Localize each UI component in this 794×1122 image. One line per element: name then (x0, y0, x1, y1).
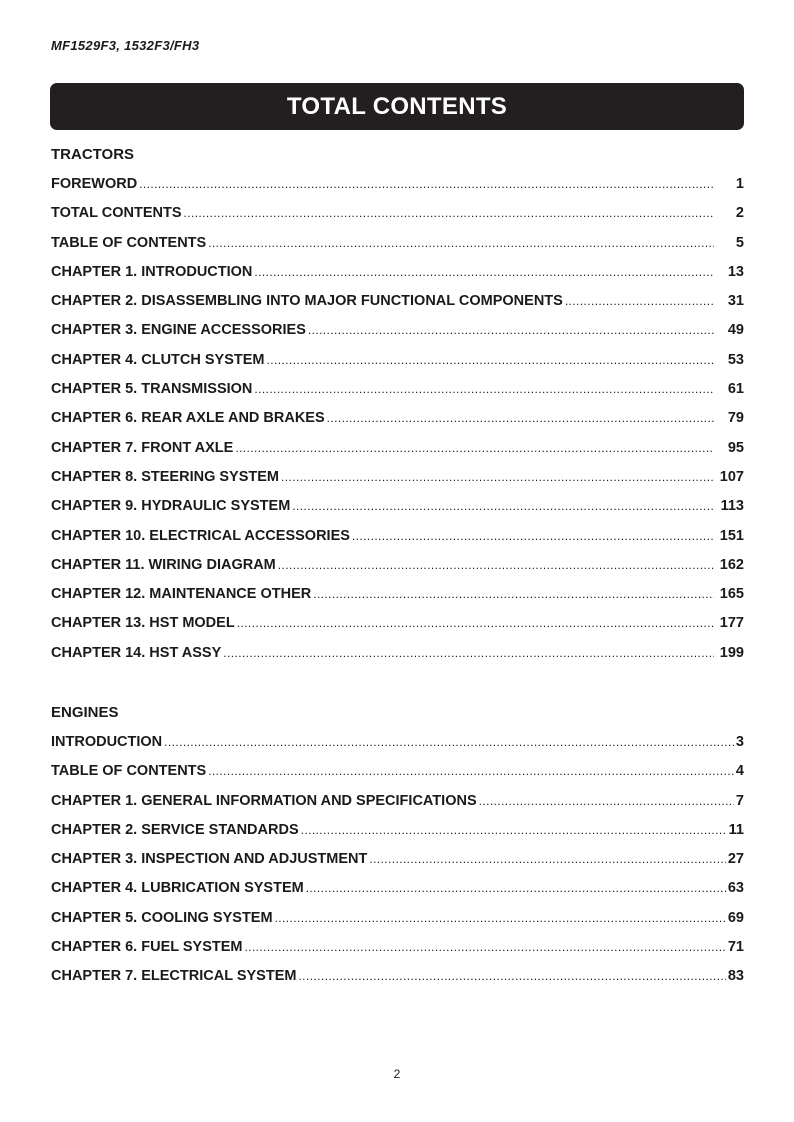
toc-entry[interactable] (51, 878, 744, 907)
toc-entry[interactable] (51, 408, 744, 437)
toc-entry-page: 1 (735, 176, 744, 192)
toc-entry-page: 2 (735, 205, 744, 222)
toc-entry-page: 7 (735, 792, 744, 809)
toc-entry-title: CHAPTER 6. FUEL SYSTEM (51, 939, 243, 956)
toc-entry-page: 199 (719, 644, 744, 661)
toc-entry[interactable] (51, 379, 744, 408)
dot-leader (164, 732, 734, 752)
section-heading: TRACTORS (51, 146, 135, 163)
toc-entry-title: CHAPTER 3. INSPECTION AND ADJUSTMENT (51, 851, 368, 868)
toc-list (51, 732, 744, 996)
toc-entry[interactable] (51, 908, 744, 937)
dot-leader (267, 350, 715, 370)
toc-entry-title: CHAPTER 5. COOLING SYSTEM (51, 909, 273, 926)
dot-leader (479, 791, 734, 811)
toc-entry-title: CHAPTER 4. LUBRICATION SYSTEM (51, 880, 304, 897)
section-heading: ENGINES (51, 704, 119, 721)
toc-entry-title: CHAPTER 2. SERVICE STANDARDS (51, 821, 299, 838)
toc-entry[interactable] (51, 555, 744, 584)
toc-entry[interactable] (51, 438, 744, 467)
toc-entry-title: CHAPTER 3. ENGINE ACCESSORIES (51, 322, 306, 339)
section-engines (51, 703, 744, 996)
dot-leader (208, 761, 734, 781)
toc-entry[interactable] (51, 820, 744, 849)
dot-leader (281, 467, 714, 487)
toc-entry-page: 151 (719, 527, 744, 544)
section-tractors (51, 145, 744, 672)
dot-leader (301, 820, 727, 840)
toc-entry-title: INTRODUCTION (51, 734, 163, 750)
toc-entry-title: CHAPTER 5. TRANSMISSION (51, 381, 253, 398)
toc-entry-title: CHAPTER 7. FRONT AXLE (51, 439, 234, 456)
toc-entry[interactable] (51, 732, 744, 761)
toc-entry-page: 63 (727, 880, 744, 897)
toc-entry-title: CHAPTER 13. HST MODEL (51, 615, 235, 632)
toc-entry-title: CHAPTER 12. MAINTENANCE OTHER (51, 586, 312, 603)
toc-entry[interactable] (51, 233, 744, 262)
dot-leader (565, 291, 714, 311)
toc-entry-title: CHAPTER 4. CLUTCH SYSTEM (51, 351, 265, 368)
toc-entry[interactable] (51, 320, 744, 349)
toc-entry-title: CHAPTER 1. GENERAL INFORMATION AND SPECIFICATIONS (51, 792, 477, 809)
dot-leader (139, 174, 714, 194)
toc-entry-page: 53 (727, 351, 744, 368)
dot-leader (208, 233, 714, 253)
dot-leader (313, 584, 714, 604)
toc-entry-page: 107 (719, 468, 744, 485)
toc-entry[interactable] (51, 643, 744, 672)
toc-entry-title: CHAPTER 14. HST ASSY (51, 644, 222, 661)
dot-leader (352, 526, 714, 546)
dot-leader (235, 438, 714, 458)
toc-entry[interactable] (51, 761, 744, 790)
dot-leader (254, 262, 714, 282)
toc-entry[interactable] (51, 291, 744, 320)
title-banner (50, 83, 744, 130)
toc-entry[interactable] (51, 203, 744, 232)
toc-entry-page: 13 (727, 263, 744, 280)
dot-leader (369, 849, 726, 869)
toc-entry[interactable] (51, 849, 744, 878)
toc-entry-title: CHAPTER 10. ELECTRICAL ACCESSORIES (51, 527, 350, 544)
dot-leader (184, 203, 715, 223)
toc-entry-title: CHAPTER 2. DISASSEMBLING INTO MAJOR FUNCTIONAL COMPONENTS (51, 293, 563, 310)
toc-list (51, 174, 744, 672)
toc-entry[interactable] (51, 262, 744, 291)
toc-entry-page: 71 (727, 939, 744, 956)
toc-entry-page: 5 (735, 234, 744, 251)
toc-entry[interactable] (51, 584, 744, 613)
toc-entry-page: 31 (727, 293, 744, 310)
toc-entry[interactable] (51, 526, 744, 555)
toc-entry-page: 61 (727, 381, 744, 398)
page-title: TOTAL CONTENTS (286, 92, 508, 120)
toc-entry[interactable] (51, 467, 744, 496)
dot-leader (292, 496, 714, 516)
toc-entry-title: TOTAL CONTENTS (51, 205, 182, 222)
toc-entry-title: CHAPTER 11. WIRING DIAGRAM (51, 556, 276, 573)
toc-entry-page: 4 (735, 763, 744, 780)
toc-entry[interactable] (51, 791, 744, 820)
toc-entry-title: CHAPTER 9. HYDRAULIC SYSTEM (51, 498, 291, 515)
toc-entry-title: CHAPTER 8. STEERING SYSTEM (51, 468, 280, 485)
toc-entry[interactable] (51, 350, 744, 379)
dot-leader (308, 320, 714, 340)
dot-leader (223, 643, 714, 663)
toc-entry-page: 177 (719, 615, 744, 632)
toc-entry-title: TABLE OF CONTENTS (51, 234, 207, 251)
model-designation: MF1529F3, 1532F3/FH3 (51, 38, 200, 53)
toc-entry[interactable] (51, 496, 744, 525)
dot-leader (306, 878, 726, 898)
toc-entry[interactable] (51, 937, 744, 966)
toc-entry-page: 27 (727, 851, 744, 868)
toc-entry-page: 113 (720, 498, 744, 515)
toc-entry-page: 79 (727, 410, 744, 427)
toc-entry-page: 165 (719, 586, 744, 603)
toc-entry-title: CHAPTER 6. REAR AXLE AND BRAKES (51, 410, 325, 427)
toc-entry[interactable] (51, 613, 744, 642)
toc-entry-page: 49 (727, 322, 744, 339)
dot-leader (244, 937, 725, 957)
toc-entry-page: 95 (727, 439, 744, 456)
toc-entry[interactable] (51, 966, 744, 995)
toc-entry-page: 69 (727, 909, 744, 926)
dot-leader (298, 966, 725, 986)
toc-entry-page: 3 (735, 734, 744, 750)
toc-entry-title: CHAPTER 7. ELECTRICAL SYSTEM (51, 968, 297, 985)
toc-entry-page: 83 (727, 968, 744, 985)
dot-leader (254, 379, 714, 399)
page-number: 2 (393, 1067, 401, 1081)
toc-entry-title: TABLE OF CONTENTS (51, 763, 207, 780)
toc-entry-title: CHAPTER 1. INTRODUCTION (51, 263, 253, 280)
dot-leader (327, 408, 714, 428)
toc-entry-page: 162 (719, 556, 744, 573)
toc-entry-page: 11 (728, 821, 744, 838)
toc-entry-title: FOREWORD (51, 176, 138, 192)
dot-leader (237, 613, 714, 633)
dot-leader (278, 555, 714, 575)
toc-entry[interactable] (51, 174, 744, 203)
dot-leader (275, 908, 726, 928)
